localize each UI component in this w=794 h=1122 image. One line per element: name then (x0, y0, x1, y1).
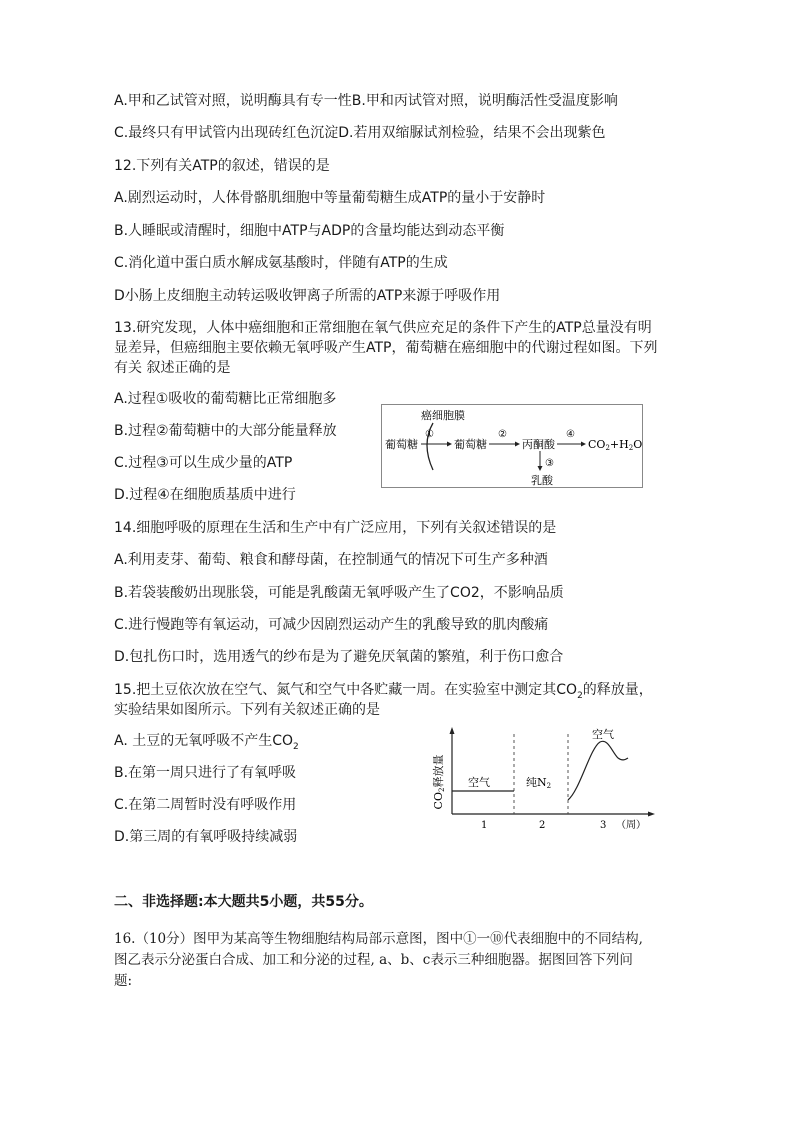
q13-stem-line3: 有关 叙述正确的是 (114, 360, 231, 376)
q11-options-ab: A.甲和乙试管对照，说明酶具有专一性B.甲和丙试管对照，说明酶活性受温度影响 (114, 93, 618, 109)
step-2-label: ② (498, 429, 507, 440)
week3-release-curve (568, 741, 628, 800)
step-1-label: ① (425, 429, 434, 440)
q15-stem-line2: 实验结果如图所示。下列有关叙述正确的是 (114, 702, 380, 718)
q13-option-c: C.过程③可以生成少量的ATP (114, 455, 293, 471)
x-axis-arrow (648, 812, 655, 817)
q14-option-a: A.利用麦芽、葡萄、粮食和酵母菌，在控制通气的情况下可生产多种酒 (114, 552, 548, 568)
arrow-2-head (515, 442, 520, 447)
q13-stem-line2: 显差异，但癌细胞主要依赖无氧呼吸产生ATP，葡萄糖在癌细胞中的代谢过程如图。下列 (114, 340, 658, 356)
q12-option-d: D小肠上皮细胞主动转运吸收钾离子所需的ATP来源于呼吸作用 (114, 288, 501, 304)
step-4-label: ④ (566, 429, 575, 440)
q16-stem-line3: 题: (114, 973, 133, 989)
q12-option-c: C.消化道中蛋白质水解成氨基酸时，伴随有ATP的生成 (114, 255, 448, 271)
y-axis-label: CO2释放量 (432, 754, 446, 810)
arrow-4-head (581, 442, 586, 447)
q15-stem-line1: 15.把土豆依次放在空气、氮气和空气中各贮藏一周。在实验室中测定其$CO_2$的释放量， (114, 682, 653, 701)
q14-stem: 14.细胞呼吸的原理在生活和生产中有广泛应用，下列有关叙述错误的是 (114, 520, 557, 536)
arrow-1-head (447, 442, 452, 447)
cell-membrane-label: 癌细胞膜 (421, 409, 465, 422)
q15-option-b: B.在第一周只进行了有氧呼吸 (114, 765, 297, 781)
q15-co2-release-chart (430, 724, 662, 834)
period1-label: 空气 (468, 776, 490, 789)
q15-option-d: D.第三周的有氧呼吸持续减弱 (114, 829, 298, 845)
period3-label: 空气 (592, 728, 614, 741)
period2-label: 纯N2 (526, 776, 552, 790)
lactate-label: 乳酸 (531, 474, 553, 487)
co2-h2o-label: CO2+H2O (588, 438, 643, 452)
q13-metabolism-diagram (381, 404, 643, 488)
q15-option-c: C.在第二周暂时没有呼吸作用 (114, 797, 297, 813)
q14-option-c: C.进行慢跑等有氧运动，可减少因剧烈运动产生的乳酸导致的肌肉酸痛 (114, 617, 549, 633)
x-axis-unit: （周） (616, 820, 646, 831)
q12-stem: 12.下列有关ATP的叙述，错误的是 (114, 158, 330, 174)
q11-options-cd: C.最终只有甲试管内出现砖红色沉淀D.若用双缩脲试剂检验，结果不会出现紫色 (114, 125, 606, 141)
x-tick-3: 3 (600, 820, 607, 831)
x-tick-1: 1 (481, 820, 488, 831)
q12-option-a: A.剧烈运动时，人体骨骼肌细胞中等量葡萄糖生成ATP的量小于安静时 (114, 190, 546, 206)
q13-option-d: D.过程④在细胞质基质中进行 (114, 487, 296, 503)
step-3-label: ③ (545, 458, 554, 469)
y-axis-arrow (450, 727, 455, 734)
pyruvate-label: 丙酮酸 (522, 438, 555, 451)
section-2-heading: 二、非选择题:本大题共5小题，共55分。 (114, 894, 373, 910)
arrow-3-head (538, 466, 543, 471)
q16-stem-line1: 16.（10分）图甲为某高等生物细胞结构局部示意图，图中①一⑩代表细胞中的不同结构, (114, 931, 643, 947)
q13-stem-line1: 13.研究发现，人体中癌细胞和正常细胞在氧气供应充足的条件下产生的ATP总量没有明 (114, 320, 652, 336)
q14-option-d: D.包扎伤口时，选用透气的纱布是为了避免厌氧菌的繁殖，利于伤口愈合 (114, 649, 564, 665)
glucose-inside-label: 葡萄糖 (454, 438, 487, 451)
glucose-outside-label: 葡萄糖 (385, 438, 418, 451)
q12-option-b: B.人睡眠或清醒时，细胞中ATP与ADP的含量均能达到动态平衡 (114, 223, 505, 239)
q13-option-a: A.过程①吸收的葡萄糖比正常细胞多 (114, 391, 337, 407)
q14-option-b: B.若袋装酸奶出现胀袋，可能是乳酸菌无氧呼吸产生了CO2，不影响品质 (114, 585, 564, 601)
q16-stem-line2: 图乙表示分泌蛋白合成、加工和分泌的过程, a、b、c表示三种细胞器。据图回答下列问 (114, 952, 633, 968)
q13-option-b: B.过程②葡萄糖中的大部分能量释放 (114, 423, 337, 439)
x-tick-2: 2 (539, 820, 546, 831)
q15-option-a: A. 土豆的无氧呼吸不产生$CO_2$ (114, 733, 299, 752)
